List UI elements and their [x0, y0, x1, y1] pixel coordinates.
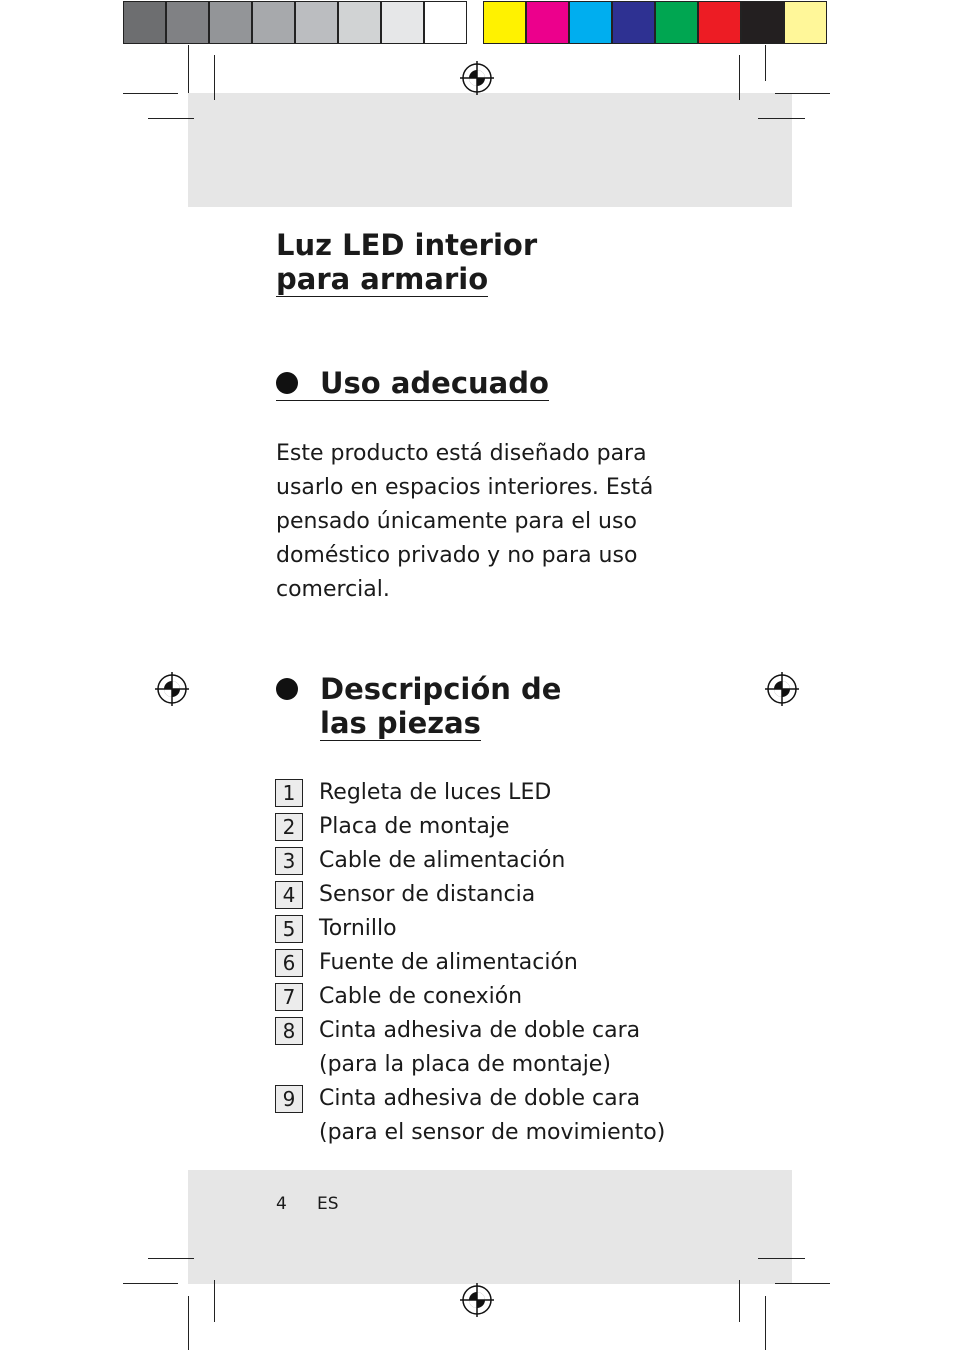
- list-item: [275, 776, 695, 810]
- list-item: [275, 1082, 695, 1150]
- part-label: Placa de montaje: [319, 814, 510, 839]
- color-swatch: [655, 1, 698, 44]
- crop-mark: [775, 93, 830, 94]
- crop-mark: [214, 55, 215, 100]
- crop-mark: [765, 1296, 766, 1350]
- part-label: Tornillo: [319, 916, 397, 941]
- list-item: [275, 912, 695, 946]
- crop-mark: [123, 93, 178, 94]
- part-number: 4: [275, 881, 303, 909]
- color-swatch: [612, 1, 655, 44]
- crop-mark: [739, 55, 740, 100]
- part-label-line: (para la placa de montaje): [319, 1052, 611, 1077]
- color-swatch: [209, 1, 252, 44]
- paragraph-line: usarlo en espacios interiores. Está: [276, 475, 654, 500]
- language-code: ES: [317, 1194, 339, 1214]
- crop-mark: [775, 1283, 830, 1284]
- crop-mark: [148, 118, 194, 119]
- section-heading-text: Descripción de: [320, 672, 562, 706]
- part-label: [319, 1082, 665, 1150]
- list-item: [275, 980, 695, 1014]
- crop-mark: [188, 1296, 189, 1350]
- color-swatch: [784, 1, 827, 44]
- paragraph-line: Este producto está diseñado para: [276, 441, 647, 466]
- part-number: 3: [275, 847, 303, 875]
- color-swatch: [526, 1, 569, 44]
- paragraph-line: comercial.: [276, 577, 390, 602]
- bullet-icon: [276, 678, 298, 700]
- list-item: [275, 946, 695, 980]
- header-band: [188, 93, 792, 207]
- color-swatch: [338, 1, 381, 44]
- crop-mark: [123, 1283, 178, 1284]
- list-item: [275, 1014, 695, 1082]
- color-swatch: [381, 1, 424, 44]
- part-label: Cable de conexión: [319, 984, 523, 1009]
- part-number: 6: [275, 949, 303, 977]
- paragraph-line: pensado únicamente para el uso: [276, 509, 637, 534]
- color-swatch: [424, 1, 467, 44]
- part-number: 8: [275, 1017, 303, 1045]
- color-swatch: [741, 1, 784, 44]
- gray-color-bar: [123, 1, 467, 46]
- section-heading-text: Uso adecuado: [276, 366, 549, 401]
- crop-mark: [148, 1258, 194, 1259]
- crop-mark: [739, 1280, 740, 1322]
- crop-mark: [214, 1280, 215, 1322]
- crop-mark: [765, 45, 766, 81]
- list-item: [275, 810, 695, 844]
- document-title: [276, 228, 537, 297]
- part-number: 7: [275, 983, 303, 1011]
- color-swatch: [123, 1, 166, 44]
- title-line: Luz LED interior: [276, 228, 538, 262]
- color-swatch: [252, 1, 295, 44]
- title-line: para armario: [276, 262, 489, 296]
- usage-paragraph: [276, 437, 656, 607]
- crop-mark: [758, 118, 805, 119]
- part-label: Sensor de distancia: [319, 882, 536, 907]
- page-number: 4: [276, 1194, 287, 1214]
- registration-mark-icon: [460, 1283, 494, 1317]
- part-label-line: Cinta adhesiva de doble cara: [319, 1018, 641, 1043]
- part-number: 9: [275, 1085, 303, 1113]
- part-label: [319, 1014, 640, 1082]
- section-heading-text: las piezas: [320, 706, 481, 740]
- color-swatch: [698, 1, 741, 44]
- color-swatch: [295, 1, 338, 44]
- part-label: Cable de alimentación: [319, 848, 566, 873]
- cmyk-color-bar: [483, 1, 827, 46]
- part-label-line: (para el sensor de movimiento): [319, 1120, 666, 1145]
- part-label: Regleta de luces LED: [319, 780, 552, 805]
- registration-mark-icon: [765, 672, 799, 706]
- color-swatch: [569, 1, 612, 44]
- color-swatch: [166, 1, 209, 44]
- registration-mark-icon: [155, 672, 189, 706]
- section-heading-descripcion: [320, 672, 561, 740]
- list-item: [275, 878, 695, 912]
- footer-band: [188, 1170, 792, 1284]
- part-label-line: Cinta adhesiva de doble cara: [319, 1086, 641, 1111]
- parts-list: [275, 776, 695, 1150]
- part-label: Fuente de alimentación: [319, 950, 578, 975]
- part-number: 5: [275, 915, 303, 943]
- crop-mark: [758, 1258, 805, 1259]
- registration-mark-icon: [460, 61, 494, 95]
- color-swatch: [483, 1, 526, 44]
- section-heading-uso-adecuado: [276, 366, 549, 400]
- list-item: [275, 844, 695, 878]
- part-number: 1: [275, 779, 303, 807]
- part-number: 2: [275, 813, 303, 841]
- paragraph-line: doméstico privado y no para uso: [276, 543, 638, 568]
- crop-mark: [188, 45, 189, 93]
